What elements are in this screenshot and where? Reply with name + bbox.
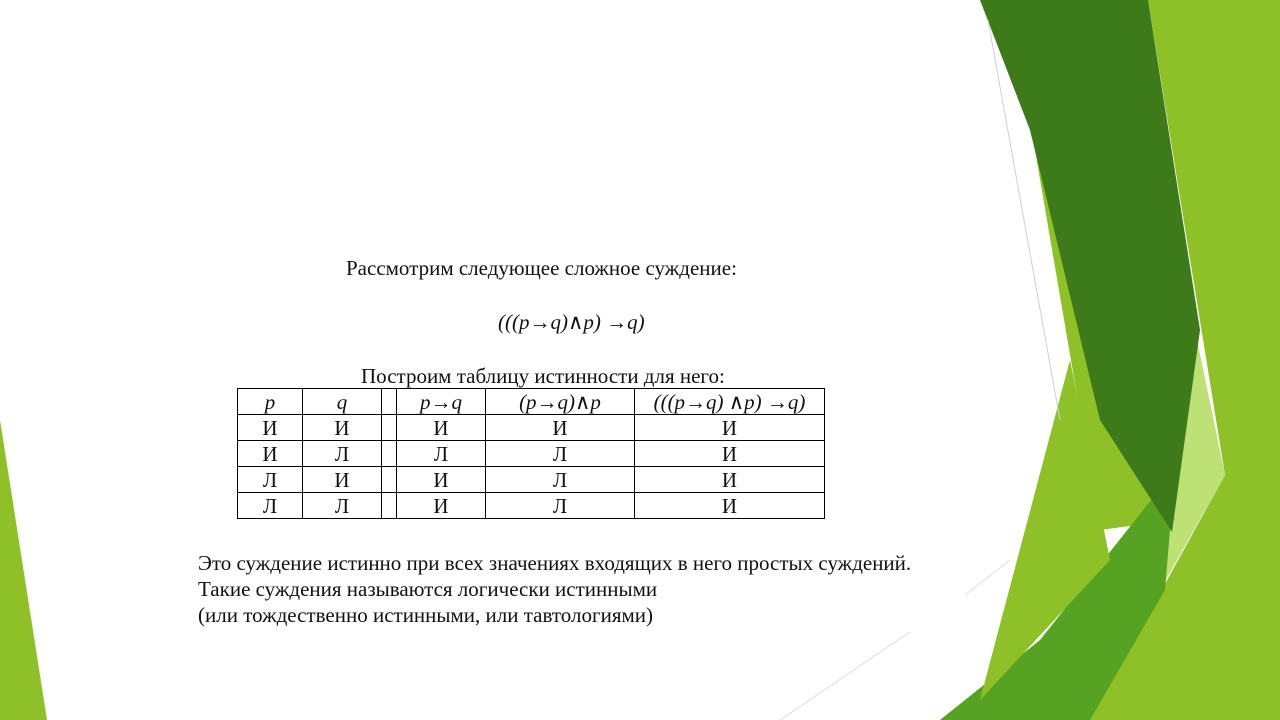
- table-cell: И: [397, 493, 486, 519]
- conclusion-line-1: Это суждение истинно при всех значениях входящих в него простых суждений.: [198, 551, 912, 575]
- table-cell: И: [635, 415, 825, 441]
- header-implication: p→q: [397, 389, 486, 415]
- header-q: q: [303, 389, 382, 415]
- conclusion-line-3: (или тождественно истинными, или тавтологиями): [198, 603, 654, 627]
- table-cell: Л: [303, 493, 382, 519]
- table-cell: Л: [486, 467, 635, 493]
- table-cell: Л: [238, 493, 303, 519]
- conclusion-text: [198, 550, 911, 628]
- table-cell: И: [397, 467, 486, 493]
- table-caption: Построим таблицу истинности для него:: [361, 364, 725, 388]
- table-cell: [382, 441, 397, 467]
- table-cell: И: [635, 493, 825, 519]
- table-cell: И: [486, 415, 635, 441]
- table-cell: И: [238, 441, 303, 467]
- table-cell: И: [397, 415, 486, 441]
- thin-line-2: [965, 560, 1010, 595]
- header-p: p: [238, 389, 303, 415]
- left-green-stripe: [0, 420, 47, 720]
- table-row: [238, 467, 825, 493]
- table-cell: И: [303, 467, 382, 493]
- table-row: [238, 415, 825, 441]
- truth-table: [237, 388, 825, 519]
- table-cell: Л: [397, 441, 486, 467]
- header-spacer: [382, 389, 397, 415]
- table-cell: И: [635, 441, 825, 467]
- table-cell: [382, 467, 397, 493]
- table-cell: [382, 415, 397, 441]
- table-cell: И: [635, 467, 825, 493]
- table-cell: И: [238, 415, 303, 441]
- table-cell: Л: [486, 493, 635, 519]
- table-cell: Л: [238, 467, 303, 493]
- header-conjunction: (p→q)∧p: [486, 389, 635, 415]
- table-header-row: [238, 389, 825, 415]
- header-full-formula: (((p→q) ∧p) →q): [635, 389, 825, 415]
- thin-line-3: [780, 632, 910, 720]
- table-cell: И: [303, 415, 382, 441]
- table-row: [238, 441, 825, 467]
- formula: (((p→q)∧p) →q): [498, 310, 645, 334]
- intro-text: Рассмотрим следующее сложное суждение:: [346, 256, 737, 280]
- table-cell: [382, 493, 397, 519]
- table-row: [238, 493, 825, 519]
- table-cell: Л: [486, 441, 635, 467]
- table-cell: Л: [303, 441, 382, 467]
- conclusion-line-2: Такие суждения называются логически истинными: [198, 577, 658, 601]
